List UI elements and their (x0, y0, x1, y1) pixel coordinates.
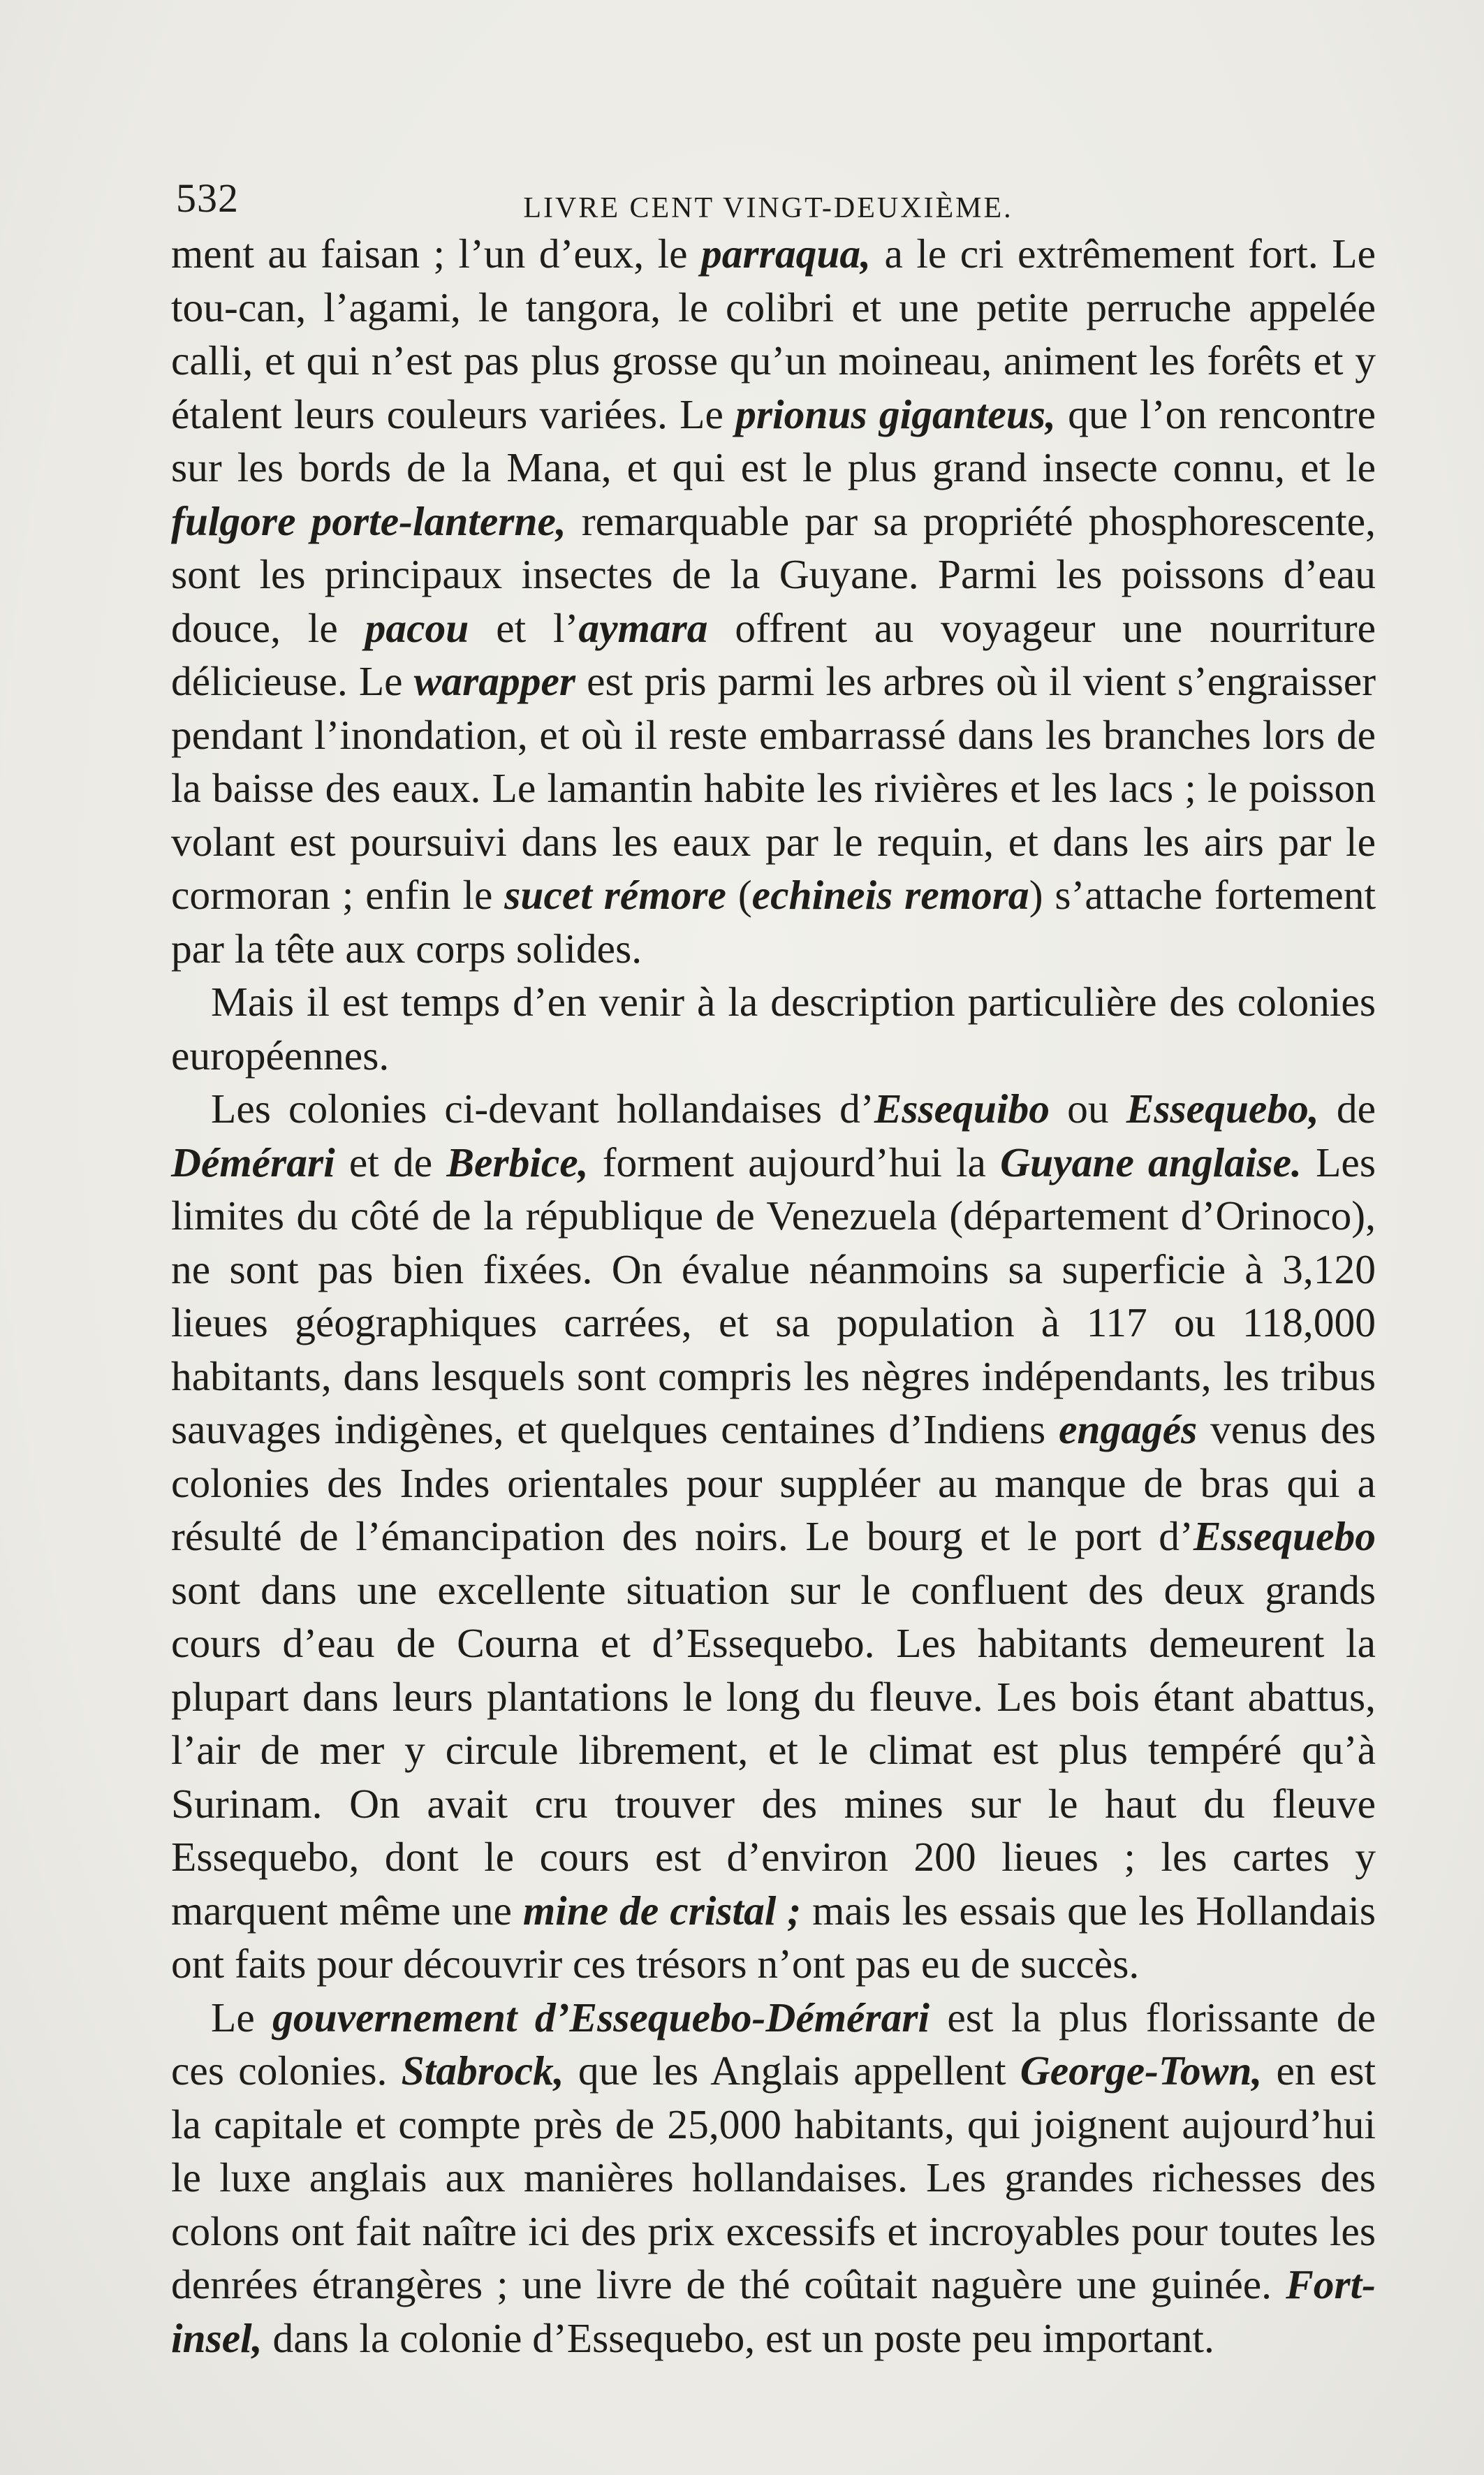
italic-term: gouvernement d’Essequebo-Démérari (272, 1994, 930, 2040)
italic-term: Essequebo (1193, 1513, 1376, 1559)
text-run: est pris parmi les arbres où il vient s’engraisser pendant l’inondation, et où il reste embarrassé dans les branches lors de la baisse des eaux. Le lamantin habite les rivières et les lacs ; le poisson volant est poursuivi dans les eaux par le requin, et dans les airs par le cormoran ; enfin le (171, 658, 1376, 918)
italic-term: parraqua, (701, 231, 872, 277)
text-run: Les colonies ci-devant hollandaises d’ (211, 1086, 874, 1132)
italic-term: Démérari (171, 1139, 335, 1185)
paragraph-3 (171, 1082, 1376, 1991)
page-number: 532 (176, 175, 239, 221)
text-run: ou (1049, 1086, 1126, 1132)
italic-term: Essequibo (874, 1086, 1050, 1132)
text-run: forment aujourd’hui la (588, 1139, 1001, 1185)
italic-term: echineis remora (751, 872, 1029, 918)
italic-term: Stabrock, (401, 2047, 564, 2094)
text-run: Les limites du côté de la république de Venezuela (département d’Orinoco), ne sont pas bien fixées. On évalue néanmoins sa superficie à 3,120 lieues géographiques carrées, et sa population à 117 ou 118,000 habitants, dans lesquels sont compris les nègres indépendants, les tribus sauvages indigènes, et quelques centaines d’Indiens (171, 1139, 1376, 1452)
italic-term: Berbice, (446, 1139, 589, 1185)
italic-term: engagés (1058, 1406, 1198, 1452)
text-run: offrent au voyageur une nourriture délicieuse. Le (171, 604, 1376, 704)
text-run: que les Anglais appellent (564, 2047, 1020, 2094)
text-run: remarquable par sa propriété phosphorescente, sont les principaux insectes de la Guyane. Parmi les poissons d’eau douce, le (171, 497, 1376, 651)
text-run: sont dans une excellente situation sur le confluent des deux grands cours d’eau de Courna et d’Essequebo. Les habitants demeurent la plupart dans leurs plantations le long du fleuve. Les bois étant abattus, l’air de mer y circule librement, et le climat est plus tempéré qu’à Surinam. On avait cru trouver des mines sur le haut du fleuve Essequebo, dont le cours est d’environ 200 lieues ; les cartes y marquent même une (171, 1566, 1376, 1934)
text-run: ment au faisan ; l’un d’eux, le (171, 231, 702, 277)
text-run: que l’on rencontre sur les bords de la Mana, et qui est le plus grand insecte connu, et le (171, 390, 1376, 490)
text-run: mais les essais que les Hollandais ont faits pour découvrir ces trésors n’ont pas eu de succès. (171, 1887, 1376, 1987)
italic-term: warapper (413, 658, 576, 704)
text-run: venus des colonies des Indes orientales pour suppléer au manque de bras qui a résulté de l’émancipation des noirs. Le bourg et le port d’ (171, 1406, 1376, 1559)
italic-term: pacou (365, 604, 469, 651)
italic-term: Essequebo, (1126, 1086, 1319, 1132)
italic-term: Guyane anglaise. (1000, 1139, 1302, 1185)
text-run: et l’ (469, 604, 579, 651)
text-run: a le cri extrêmement fort. Le tou-can, l’agami, le tangora, le colibri et une petite perruche appelée calli, et qui n’est pas plus grosse qu’un moineau, animent les forêts et y étalent leurs couleurs variées. Le (171, 231, 1376, 437)
text-run: ) s’attache fortement par la tête aux corps solides. (171, 872, 1376, 972)
paragraph-4 (171, 1991, 1376, 2365)
body-text (171, 227, 1376, 2365)
text-run: en est la capitale et compte près de 25,000 habitants, qui joignent aujourd’hui le luxe anglais aux manières hollandaises. Les grandes richesses des colons ont fait naître ici des prix excessifs et incroyables pour toutes les denrées étrangères ; une livre de thé coûtait naguère une guinée. (171, 2047, 1376, 2307)
text-run: Le (211, 1994, 273, 2040)
italic-term: sucet rémore (504, 872, 726, 918)
text-run: dans la colonie d’Essequebo, est un poste peu important. (262, 2314, 1214, 2361)
paragraph-2 (171, 975, 1376, 1082)
italic-term: George-Town, (1020, 2047, 1263, 2094)
text-run: est la plus florissante de ces colonies. (171, 1994, 1376, 2094)
paragraph-1 (171, 227, 1376, 975)
text-run: ( (726, 872, 752, 918)
text-run: de (1318, 1086, 1376, 1132)
running-title: LIVRE CENT VINGT-DEUXIÈME. (523, 192, 1013, 224)
text-run: Mais il est temps d’en venir à la description particulière des colonies européennes. (171, 979, 1376, 1079)
italic-term: aymara (578, 604, 708, 651)
italic-term: prionus giganteus, (735, 390, 1056, 437)
italic-term: Fort-insel, (171, 2261, 1376, 2361)
text-run: et de (335, 1139, 447, 1185)
italic-term: fulgore porte-lanterne, (171, 497, 566, 544)
italic-term: mine de cristal ; (522, 1887, 802, 1934)
